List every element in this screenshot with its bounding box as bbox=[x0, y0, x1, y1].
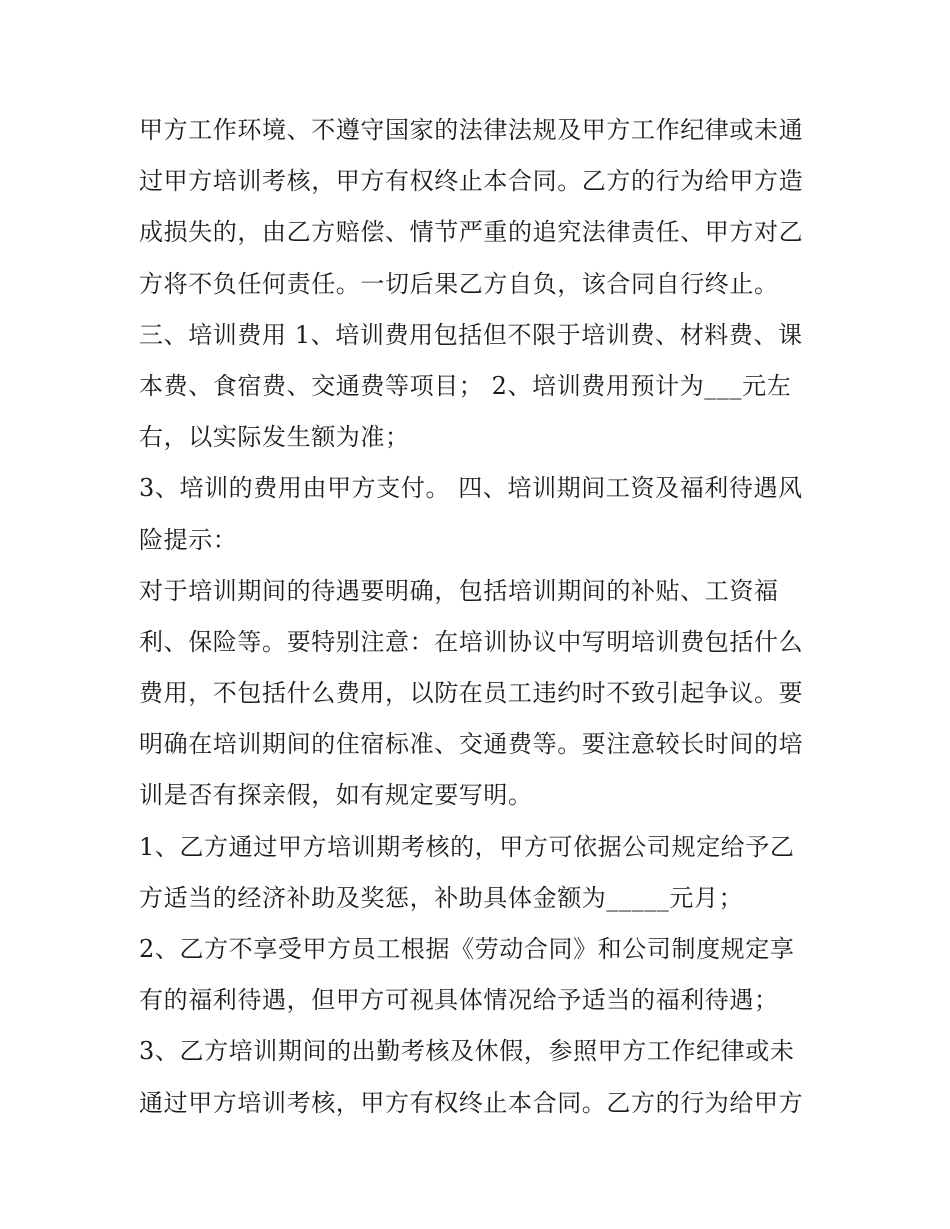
text-line: 成损失的，由乙方赔偿、情节严重的追究法律责任、甲方对乙 bbox=[139, 218, 804, 247]
text-line: 右，以实际发生额为准； bbox=[139, 423, 410, 452]
text-line: 三、培训费用 1、培训费用包括但不限于培训费、材料费、课 bbox=[139, 320, 803, 349]
text-line: 险提示： bbox=[139, 525, 238, 554]
text-line: 利、保险等。要特别注意：在培训协议中写明培训费包括什么 bbox=[139, 627, 804, 656]
text-line: 本费、食宿费、交通费等项目； 2、培训费用预计为___元左 bbox=[139, 371, 792, 400]
text-line: 有的福利待遇，但甲方可视具体情况给予适当的福利待遇； bbox=[139, 986, 779, 1015]
text-line: 3、培训的费用由甲方支付。 四、培训期间工资及福利待遇风 bbox=[139, 474, 803, 503]
text-line: 2、乙方不享受甲方员工根据《劳动合同》和公司制度规定享 bbox=[139, 935, 795, 963]
contract-text-body bbox=[139, 105, 819, 1129]
text-line: 过甲方培训考核，甲方有权终止本合同。乙方的行为给甲方造 bbox=[139, 167, 804, 196]
text-line: 甲方工作环境、不遵守国家的法律法规及甲方工作纪律或未通 bbox=[139, 116, 804, 144]
text-line: 3、乙方培训期间的出勤考核及休假，参照甲方工作纪律或未 bbox=[139, 1037, 795, 1066]
text-line: 训是否有探亲假，如有规定要写明。 bbox=[139, 781, 533, 810]
text-line: 1、乙方通过甲方培训期考核的，甲方可依据公司规定给予乙 bbox=[139, 832, 795, 861]
text-line: 明确在培训期间的住宿标准、交通费等。要注意较长时间的培 bbox=[139, 730, 804, 759]
text-line: 对于培训期间的待遇要明确，包括培训期间的补贴、工资福 bbox=[139, 576, 779, 605]
text-line: 通过甲方培训考核，甲方有权终止本合同。乙方的行为给甲方 bbox=[139, 1088, 804, 1117]
text-line: 费用，不包括什么费用，以防在员工违约时不致引起争议。要 bbox=[139, 679, 804, 708]
text-line: 方将不负任何责任。一切后果乙方自负，该合同自行终止。 bbox=[139, 269, 779, 298]
text-line: 方适当的经济补助及奖惩，补助具体金额为_____元月； bbox=[139, 883, 744, 912]
